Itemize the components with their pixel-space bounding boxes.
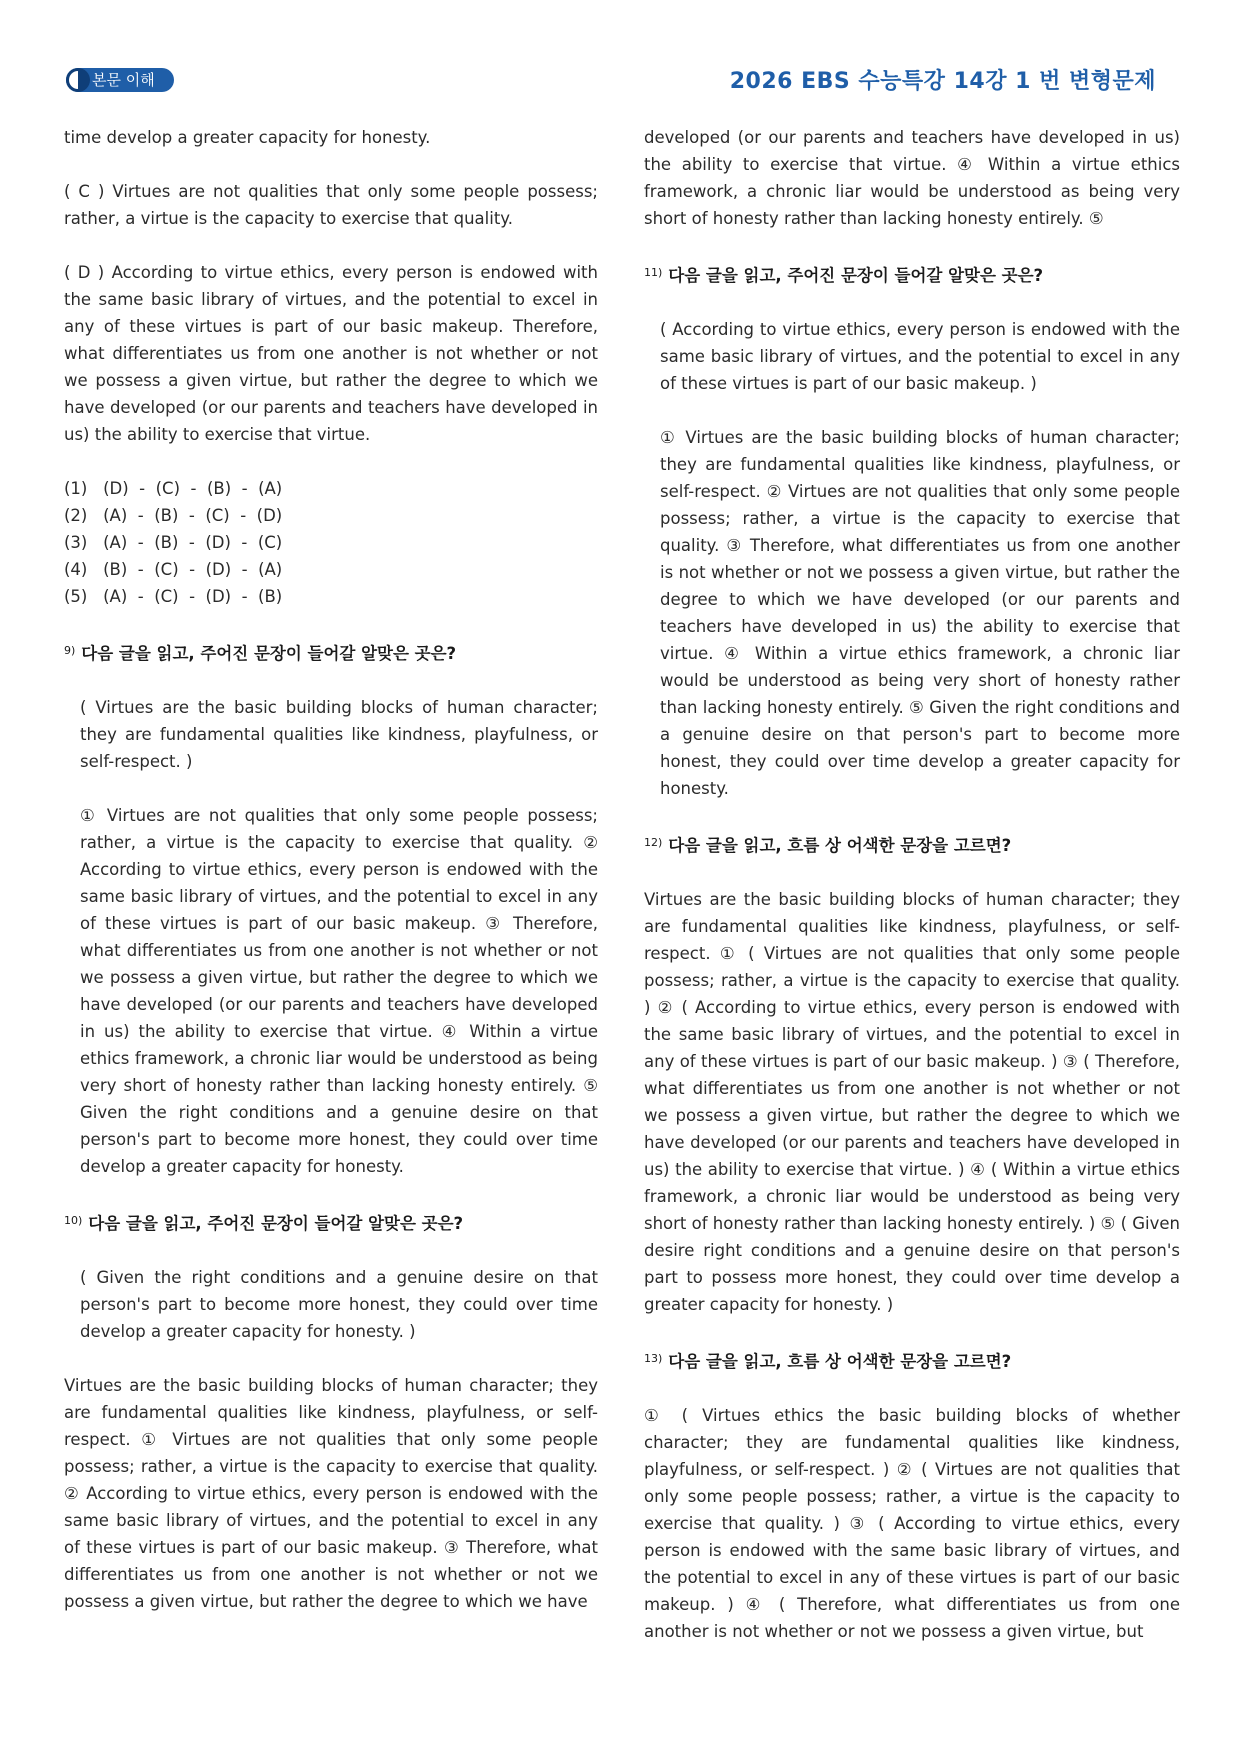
question-13-heading	[644, 1345, 1180, 1375]
question-text: 다음 글을 읽고, 흐름 상 어색한 문장을 고르면?	[668, 1352, 1012, 1371]
answer-option: (5) (A) - (C) - (D) - (B)	[64, 587, 283, 606]
answer-option: (1) (D) - (C) - (B) - (A)	[64, 479, 283, 498]
section-badge	[66, 68, 174, 92]
question-12-passage: Virtues are the basic building blocks of human character; they are fundamental qualities like kindness, playfulness, or self-respect. ① ( Virtues are not qualities that only some people possess; rather, a virtue is the capacity to exercise that quality. ) ② ( According to virtue ethics, every person is endowed with the same basic library of virtues, and the potential to excel in any of these virtues is part of our basic makeup. ) ③ ( Therefore, what differentiates us from one another is not whether or not we possess a given virtue, but rather the degree to which we have developed (or our parents and teachers have developed in us) the ability to exercise that virtue. ) ④ ( Within a virtue ethics framework, a chronic liar would be understood as being very short of honesty rather than lacking honesty entirely. ) ⑤ ( Given desire right conditions and a genuine desire on that person's part to possess more honest, they could over time develop a greater capacity for honesty. )	[644, 890, 1180, 1314]
question-10-given-sentence: ( Given the right conditions and a genuine desire on that person's part to become more honest, they could over time develop a greater capacity for honesty. )	[80, 1268, 598, 1341]
half-circle-icon	[66, 68, 90, 92]
answer-option: (3) (A) - (B) - (D) - (C)	[64, 533, 283, 552]
page-header	[66, 64, 1156, 98]
question-9-passage: ① Virtues are not qualities that only some people possess; rather, a virtue is the capacity to exercise that quality. ② According to virtue ethics, every person is endowed with the same basic library of virtues, and the potential to excel in any of these virtues is part of our basic makeup. ③ Therefore, what differentiates us from one another is not whether or not we possess a given virtue, but rather the degree to which we have developed (or our parents and teachers have developed in us) the ability to exercise that virtue. ④ Within a virtue ethics framework, a chronic liar would be understood as being very short of honesty rather than lacking honesty entirely. ⑤ Given the right conditions and a genuine desire on that person's part to become more honest, they could over time develop a greater capacity for honesty.	[80, 806, 598, 1176]
page-title: 2026 EBS 수능특강 14강 1 번 변형문제	[729, 69, 1156, 94]
question-number: 10)	[64, 1214, 83, 1227]
right-column	[644, 124, 1180, 1672]
question-11-given-sentence: ( According to virtue ethics, every person is endowed with the same basic library of virtues, and the potential to excel in any of these virtues is part of our basic makeup. )	[660, 320, 1180, 393]
question-9-given-sentence: ( Virtues are the basic building blocks of human character; they are fundamental qualities like kindness, playfulness, or self-respect. )	[80, 698, 598, 771]
question-text: 다음 글을 읽고, 주어진 문장이 들어갈 알맞은 곳은?	[668, 266, 1044, 285]
passage-continuation: time develop a greater capacity for honesty.	[64, 128, 431, 147]
question-text: 다음 글을 읽고, 흐름 상 어색한 문장을 고르면?	[668, 836, 1012, 855]
question-10-passage: Virtues are the basic building blocks of human character; they are fundamental qualities like kindness, playfulness, or self-respect. ① Virtues are not qualities that only some people possess; rather, a virtue is the capacity to exercise that quality. ② According to virtue ethics, every person is endowed with the same basic library of virtues, and the potential to excel in any of these virtues is part of our basic makeup. ③ Therefore, what differentiates us from one another is not whether or not we possess a given virtue, but rather the degree to which we have	[64, 1376, 598, 1611]
question-10-heading	[64, 1207, 598, 1237]
question-number: 9)	[64, 644, 76, 657]
question-text: 다음 글을 읽고, 주어진 문장이 들어갈 알맞은 곳은?	[81, 644, 457, 663]
passage-continuation: developed (or our parents and teachers have developed in us) the ability to exercise that virtue. ④ Within a virtue ethics framework, a chronic liar would be understood as being very short of honesty rather than lacking honesty entirely. ⑤	[644, 128, 1180, 228]
left-column	[64, 124, 598, 1642]
passage-paragraph-c: ( C ) Virtues are not qualities that only some people possess; rather, a virtue is the capacity to exercise that quality.	[64, 182, 598, 228]
question-text: 다음 글을 읽고, 주어진 문장이 들어갈 알맞은 곳은?	[88, 1214, 464, 1233]
question-number: 13)	[644, 1352, 663, 1365]
answer-option: (4) (B) - (C) - (D) - (A)	[64, 560, 283, 579]
answer-options	[64, 475, 598, 610]
question-9-heading	[64, 637, 598, 667]
question-13-passage: ① ( Virtues ethics the basic building blocks of whether character; they are fundamental qualities like kindness, playfulness, or self-respect. ) ② ( Virtues are not qualities that only some people possess; rather, a virtue is the capacity to exercise that quality. ) ③ ( According to virtue ethics, every person is endowed with the same basic library of virtues, and the potential to excel in any of these virtues is part of our basic makeup. ) ④ ( Therefore, what differentiates us from one another is not whether or not we possess a given virtue, but	[644, 1406, 1180, 1641]
answer-option: (2) (A) - (B) - (C) - (D)	[64, 506, 283, 525]
question-11-heading	[644, 259, 1180, 289]
question-12-heading	[644, 829, 1180, 859]
section-badge-label: 본문 이해	[92, 71, 155, 89]
question-number: 11)	[644, 266, 663, 279]
question-number: 12)	[644, 836, 663, 849]
question-11-passage: ① Virtues are the basic building blocks of human character; they are fundamental qualities like kindness, playfulness, or self-respect. ② Virtues are not qualities that only some people possess; rather, a virtue is the capacity to exercise that quality. ③ Therefore, what differentiates us from one another is not whether or not we possess a given virtue, but rather the degree to which we have developed (or our parents and teachers have developed in us) the ability to exercise that virtue. ④ Within a virtue ethics framework, a chronic liar would be understood as being very short of honesty rather than lacking honesty entirely. ⑤ Given the right conditions and a genuine desire on that person's part to become more honest, they could over time develop a greater capacity for honesty.	[660, 428, 1180, 798]
passage-paragraph-d: ( D ) According to virtue ethics, every person is endowed with the same basic library of virtues, and the potential to excel in any of these virtues is part of our basic makeup. Therefore, what differentiates us from one another is not whether or not we possess a given virtue, but rather the degree to which we have developed (or our parents and teachers have developed in us) the ability to exercise that virtue.	[64, 263, 598, 444]
